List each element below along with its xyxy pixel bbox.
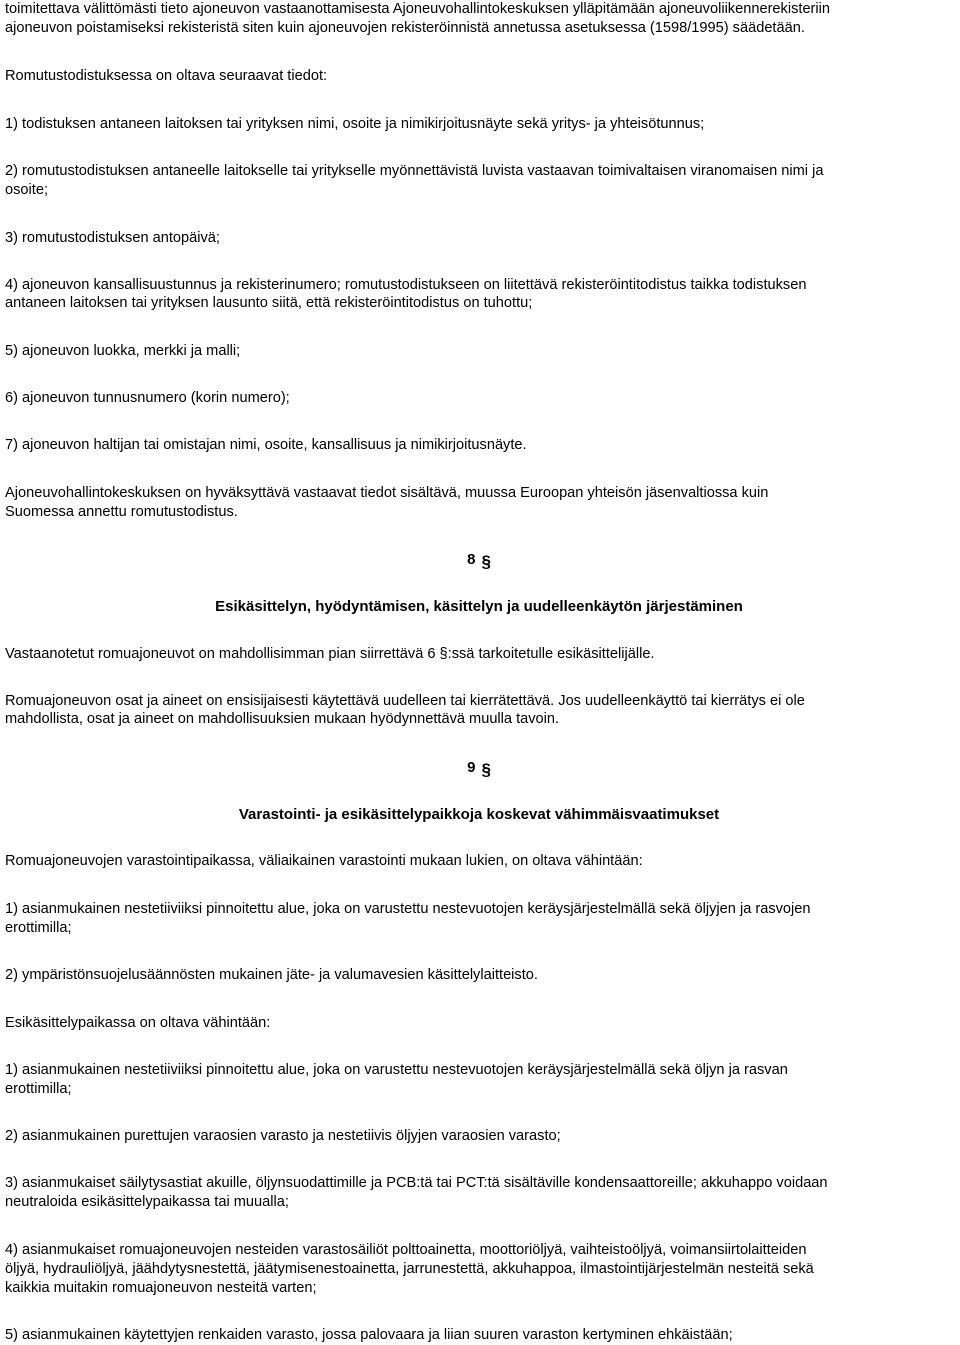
list-item-continuation: erottimilla; xyxy=(5,1081,72,1097)
list-item-continuation: öljyä, hydrauliöljyä, jäähdytysnestettä, jäätymisenestoainetta, jarrunestettä, akkuhappoa, ilmastointijärjestelmän nesteitä sekä xyxy=(5,1261,814,1277)
list-item-continuation: erottimilla; xyxy=(5,920,72,936)
paragraph-line-1: Romuajoneuvon osat ja aineet on ensisijaisesti käytettävä uudelleen tai kierrätettävä. Jos uudelleenkäyttö tai kierrätys ei ole xyxy=(5,693,805,709)
list-item: 4) ajoneuvon kansallisuustunnus ja rekisterinumero; romutustodistukseen on liitettävä rekisteröintitodistus taikka todistuksen xyxy=(5,277,807,293)
section-number: 8 xyxy=(467,551,476,568)
list-item: 1) asianmukainen nestetiiviiksi pinnoitettu alue, joka on varustettu nestevuotojen keräysjärjestelmällä sekä öljyjen ja rasvojen xyxy=(5,901,811,917)
list-item: 3) romutustodistuksen antopäivä; xyxy=(5,230,220,246)
list-item: 1) todistuksen antaneen laitoksen tai yrityksen nimi, osoite ja nimikirjoitusnäyte sekä yritys- ja yhteisötunnus; xyxy=(5,116,705,132)
paragraph-intro: Romuajoneuvojen varastointipaikassa, väliaikainen varastointi mukaan lukien, on oltava vähintään: xyxy=(5,853,643,869)
list-item: 5) ajoneuvon luokka, merkki ja malli; xyxy=(5,343,241,359)
list-item: 7) ajoneuvon haltijan tai omistajan nimi, osoite, kansallisuus ja nimikirjoitusnäyte. xyxy=(5,437,527,453)
list-item: 2) romutustodistuksen antaneelle laitokselle tai yritykselle myönnettävistä luvista vastaavan toimivaltaisen viranomaisen nimi ja xyxy=(5,163,824,179)
section-title-9: Varastointi- ja esikäsittelypaikkoja koskevat vähimmäisvaatimukset xyxy=(238,806,720,823)
closing-paragraph-line-2: Suomessa annettu romutustodistus. xyxy=(5,504,238,520)
paragraph-top-line-1: toimitettava välittömästi tieto ajoneuvon vastaanottamisesta Ajoneuvohallintokeskuksen ylläpitämään ajoneuvoliikennerekisteriin xyxy=(5,1,831,17)
paragraph-line-2: mahdollista, osat ja aineet on mahdollisuuksien mukaan hyödynnettävä muulla tavoin. xyxy=(5,711,560,727)
paragraph-top-line-2: ajoneuvon poistamiseksi rekisteristä siten kuin ajoneuvojen rekisteröinnistä annetussa asetuksessa (1598/1995) säädetään. xyxy=(5,20,805,36)
list-item: 2) asianmukainen purettujen varaosien varasto ja nestetiivis öljyjen varaosien varasto; xyxy=(5,1128,561,1144)
list-item: 4) asianmukaiset romuajoneuvojen nesteiden varastosäiliöt polttoainetta, moottoriöljyä, vaihteistoöljyä, voimansiirtolaitteiden xyxy=(5,1242,807,1258)
list-item-continuation: neutraloida esikäsittelypaikassa tai muualla; xyxy=(5,1194,289,1210)
paragraph-intro: Romutustodistuksessa on oltava seuraavat tiedot: xyxy=(5,68,328,84)
section-number-9 xyxy=(5,758,953,779)
list-item-continuation: kaikkia muitakin romuajoneuvon nesteitä varten; xyxy=(5,1280,317,1296)
list-item: 5) asianmukainen käytettyjen renkaiden varasto, jossa palovaara ja liian suuren varaston kertyminen ehkäistään; xyxy=(5,1327,733,1343)
list-item: 2) ympäristönsuojelusäännösten mukainen jäte- ja valumavesien käsittelylaitteisto. xyxy=(5,967,538,983)
section-mark: § xyxy=(481,552,491,571)
section-title-8: Esikäsittelyn, hyödyntämisen, käsittelyn ja uudelleenkäytön järjestäminen xyxy=(215,598,743,615)
list-item: 3) asianmukaiset säilytysastiat akuille, öljynsuodattimille ja PCB:tä tai PCT:tä sisältäville kondensaattoreille; akkuhappo voidaan xyxy=(5,1175,828,1191)
list-item: 6) ajoneuvon tunnusnumero (korin numero); xyxy=(5,390,290,406)
closing-paragraph-line-1: Ajoneuvohallintokeskuksen on hyväksyttävä vastaavat tiedot sisältävä, muussa Euroopan yhteisön jäsenvaltiossa kuin xyxy=(5,485,769,501)
list-item-continuation: osoite; xyxy=(5,182,48,198)
paragraph-intro: Esikäsittelypaikassa on oltava vähintään: xyxy=(5,1015,271,1031)
list-item-continuation: antaneen laitoksen tai yrityksen lausunto siitä, että rekisteröintitodistus on tuhottu; xyxy=(5,295,533,311)
section-mark: § xyxy=(481,760,491,779)
list-item: 1) asianmukainen nestetiiviiksi pinnoitettu alue, joka on varustettu nestevuotojen keräysjärjestelmällä sekä öljyn ja rasvan xyxy=(5,1062,788,1078)
paragraph: Vastaanotetut romuajoneuvot on mahdollisimman pian siirrettävä 6 §:ssä tarkoitetulle esikäsittelijälle. xyxy=(5,646,655,662)
section-number-8 xyxy=(5,550,953,571)
section-number: 9 xyxy=(467,759,476,776)
